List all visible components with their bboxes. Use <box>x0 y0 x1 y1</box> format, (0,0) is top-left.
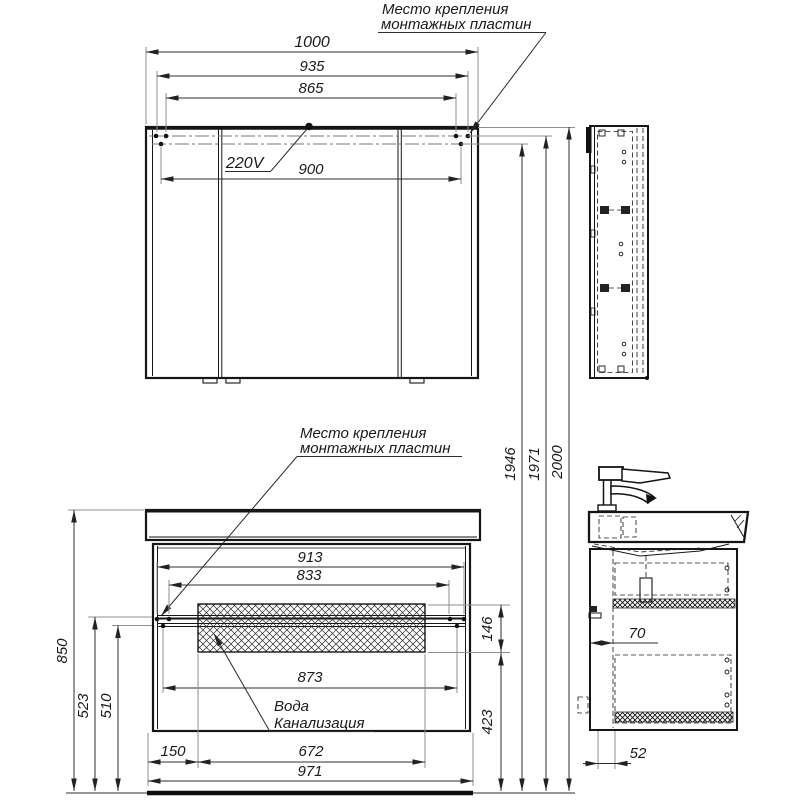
mounting-dot <box>159 142 164 147</box>
mounting-label-mid-line2: монтажных пластин <box>300 440 451 457</box>
hinge-upper <box>600 206 630 214</box>
mounting-dot <box>154 134 159 139</box>
dim-side-top-offset-label: 70 <box>628 625 646 642</box>
mounting-dot <box>455 624 460 629</box>
sewage-label: Канализация <box>274 715 365 732</box>
mounting-label-mid-leader <box>161 457 297 617</box>
fitting-hole <box>725 658 729 662</box>
dim-zone-height-label: 146 <box>479 616 496 642</box>
power-callout <box>225 129 307 172</box>
fitting-hole <box>725 670 729 674</box>
mounting-dot <box>462 617 467 622</box>
vanity-front-view <box>146 510 480 731</box>
fitting <box>618 366 624 372</box>
faucet <box>598 467 670 511</box>
pin-hole <box>619 242 623 246</box>
hinge-part <box>600 284 609 292</box>
vanity-side-view <box>578 467 748 769</box>
faucet-lever <box>622 469 670 483</box>
mirror-top-dimensions <box>146 34 478 184</box>
mounting-dot <box>164 134 169 139</box>
dim-vanity-mount-outer-label: 913 <box>297 549 323 566</box>
hinge-lower <box>600 284 630 292</box>
water-label: Вода <box>274 698 309 715</box>
mounting-plates-label-top <box>378 1 546 133</box>
pin-hole <box>619 252 623 256</box>
upper-drawer-hidden-box <box>615 563 728 595</box>
pin-hole <box>622 342 626 346</box>
dim-mirror-width-label: 1000 <box>294 34 330 51</box>
mirror-cabinet-side-view <box>586 126 649 380</box>
mounting-dot <box>161 624 166 629</box>
dim-mount-height-inner-label: 510 <box>98 693 115 719</box>
pin-hole <box>622 352 626 356</box>
fitting-hole <box>725 693 729 697</box>
pin-hole <box>622 150 626 154</box>
mounting-dot <box>155 617 160 622</box>
washbasin-side-profile <box>589 512 748 542</box>
dim-vanity-mount-lower-label: 873 <box>297 669 323 686</box>
hinge-part <box>600 206 609 214</box>
dim-height-mount-lower-label: 1946 <box>502 447 519 481</box>
mirror-side-outline <box>590 126 648 378</box>
hinge-part <box>621 284 630 292</box>
shelf-pin-holes <box>619 150 626 356</box>
dim-vanity-width-label: 971 <box>297 763 323 780</box>
mounting-dot <box>454 134 459 139</box>
siphon <box>640 578 652 602</box>
pin-hole <box>622 160 626 164</box>
fitting <box>599 366 605 372</box>
dim-zone-width-label: 672 <box>298 743 324 760</box>
mounting-label-top-line2: монтажных пластин <box>381 16 532 33</box>
fitting-hole <box>725 703 729 707</box>
mirror-side-hidden-box <box>598 132 633 373</box>
dim-zone-left-label: 150 <box>160 743 186 760</box>
dim-vanity-height-label: 850 <box>54 638 71 664</box>
mounting-label-top-leader <box>470 33 546 134</box>
dim-mirror-mount-outer-label: 935 <box>299 58 325 75</box>
faucet-cartridge <box>599 467 623 480</box>
mounting-dot <box>448 617 453 622</box>
dim-height-mount-upper-label: 1971 <box>526 447 543 481</box>
mounting-plates-label-middle <box>161 425 462 616</box>
power-label: 220V <box>226 155 264 172</box>
dim-height-total-label: 2000 <box>549 445 566 479</box>
service-zone-hatch <box>198 604 425 652</box>
hinge-part <box>621 206 630 214</box>
corner-dot <box>645 376 649 380</box>
washbasin-top-outline <box>146 510 480 540</box>
faucet-base <box>598 505 616 511</box>
mounting-label-mid-line1: Место крепления <box>300 425 427 442</box>
dim-side-bottom-offset-label: 52 <box>629 745 647 762</box>
dim-mirror-mount-inner-label: 865 <box>298 80 324 97</box>
fitting <box>599 130 605 136</box>
mounting-dot <box>167 617 172 622</box>
dim-mount-height-outer-label: 523 <box>75 693 92 719</box>
wall-mount-bracket <box>586 127 592 153</box>
fitting-hole <box>725 566 729 570</box>
drain-outlet-hidden-box <box>578 697 588 713</box>
fitting <box>618 130 624 136</box>
dim-mirror-mount-lower-label: 900 <box>298 161 324 178</box>
vanity-side-outline <box>590 549 737 730</box>
slide-rail-upper <box>613 599 735 608</box>
slide-rail-lower <box>615 712 733 722</box>
corner-fittings <box>599 130 624 372</box>
dim-zone-floor-label: 423 <box>479 709 496 735</box>
wall-bracket-side <box>589 606 597 612</box>
dim-vanity-mount-inner-label: 833 <box>296 567 322 584</box>
mounting-label-top-line1: Место крепления <box>382 1 509 18</box>
